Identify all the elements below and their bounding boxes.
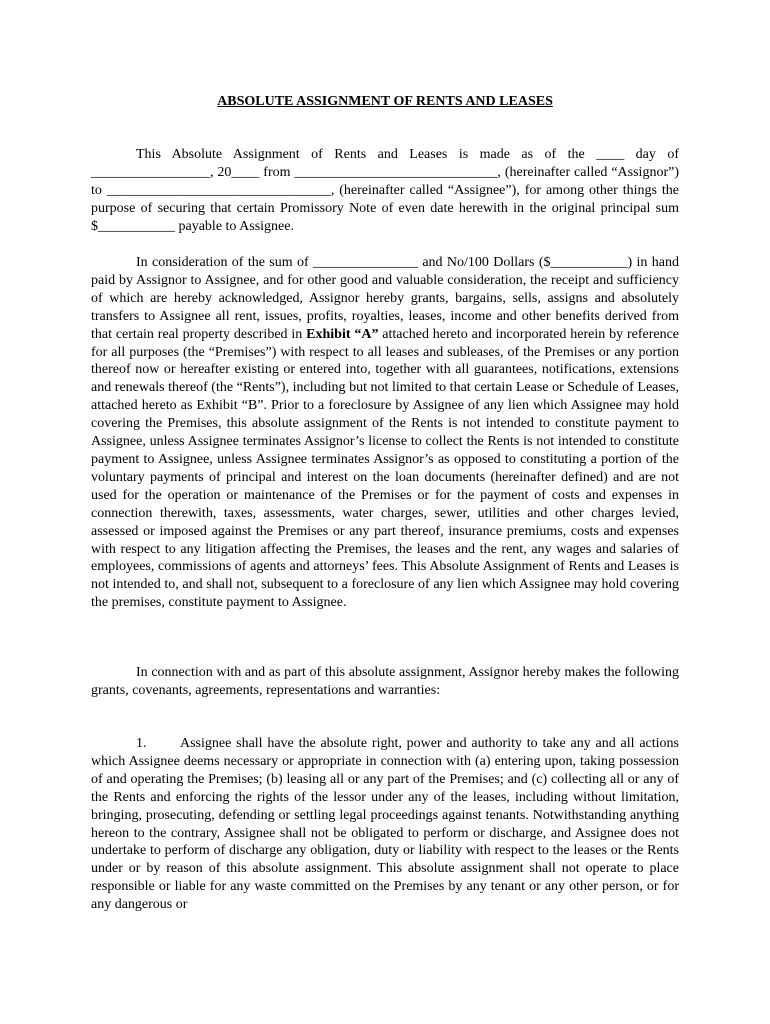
item-1-number: 1.: [136, 736, 147, 751]
item-1-text: Assignee shall have the absolute right, power and authority to take any and all actions which Assignee deems necessary or appropriate in connection with (a) entering upon, taking possession of and operating the Premises; (b) leasing all or any part of the Premises; and (c) collecting all or any of the Rents and enforcing the rights of the lessor under any of the leases, including without limitation, bringing, prosecuting, defending or settling legal proceedings against tenants. Notwithstanding anything hereon to the contrary, Assignee shall not be obligated to perform or discharge, and Assignee does not undertake to perform of discharge any obligation, duty or liability with respect to the leases or the Rents under or by reason of this absolute assignment. This absolute assignment shall not operate to place responsible or liable for any waste committed on the Premises by any tenant or any other person, or for any dangerous or: [91, 736, 679, 913]
opening-paragraph: [91, 146, 679, 236]
grants-paragraph-text: In connection with and as part of this absolute assignment, Assignor hereby makes the following grants, covenants, agreements, representations and warranties:: [91, 665, 679, 698]
opening-paragraph-text: This Absolute Assignment of Rents and Leases is made as of the ____ day of _________________, 20____ from _____________________________, (hereinafter called “Assignor”) to ________________________________, (hereinafter called “Assignee”), for among other things the purpose of securing that certain Promissory Note of even date herewith in the original principal sum $___________ payable to Assignee.: [91, 147, 679, 234]
document-title: ABSOLUTE ASSIGNMENT OF RENTS AND LEASES: [217, 94, 553, 109]
consideration-text-after-exhibit: attached hereto and incorporated herein by reference for all purposes (the “Premises”) with respect to all leases and subleases, of the Premises or any portion thereof now or hereafter existing or entered into, together with all guarantees, notifications, extensions and renewals thereof (the “Rents”), including but not limited to that certain Lease or Schedule of Leases, attached hereto as Exhibit “B”. Prior to a foreclosure by Assignee of any lien which Assignee may hold covering the Premises, this absolute assignment of the Rents is not intended to constitute payment to Assignee, unless Assignee terminates Assignor’s license to collect the Rents is not intended to constitute payment to Assignee, unless Assignee terminates Assignor’s as opposed to constituting a portion of the voluntary payments of principal and interest on the loan documents (hereinafter defined) and are not used for the operation or maintenance of the Premises or for the payment of costs and expenses in connection therewith, taxes, assessments, water charges, sewer, utilities and other charges levied, assessed or imposed against the Premises or any part thereof, insurance premiums, costs and expenses with respect to any litigation affecting the Premises, the leases and the rent, any wages and salaries of employees, commissions of agents and attorneys’ fees. This Absolute Assignment of Rents and Leases is not intended to, and shall not, subsequent to a foreclosure of any lien which Assignee may hold covering the premises, constitute payment to Assignee.: [91, 326, 680, 611]
grants-paragraph: [91, 664, 679, 700]
consideration-text-before-exhibit: In consideration of the sum of _______________ and No/100 Dollars ($___________) in hand paid by Assignor to Assignee, and for other good and valuable consideration, the receipt and sufficiency of which are hereby acknowledged, Assignor hereby grants, bargains, sells, assigns and absolutely transfers to Assignee all rent, issues, profits, royalties, leases, income and other benefits derived from that certain real property described in: [91, 255, 679, 342]
numbered-item-1: [91, 735, 679, 914]
consideration-paragraph: [91, 254, 679, 612]
exhibit-a-reference: Exhibit “A”: [306, 326, 379, 342]
